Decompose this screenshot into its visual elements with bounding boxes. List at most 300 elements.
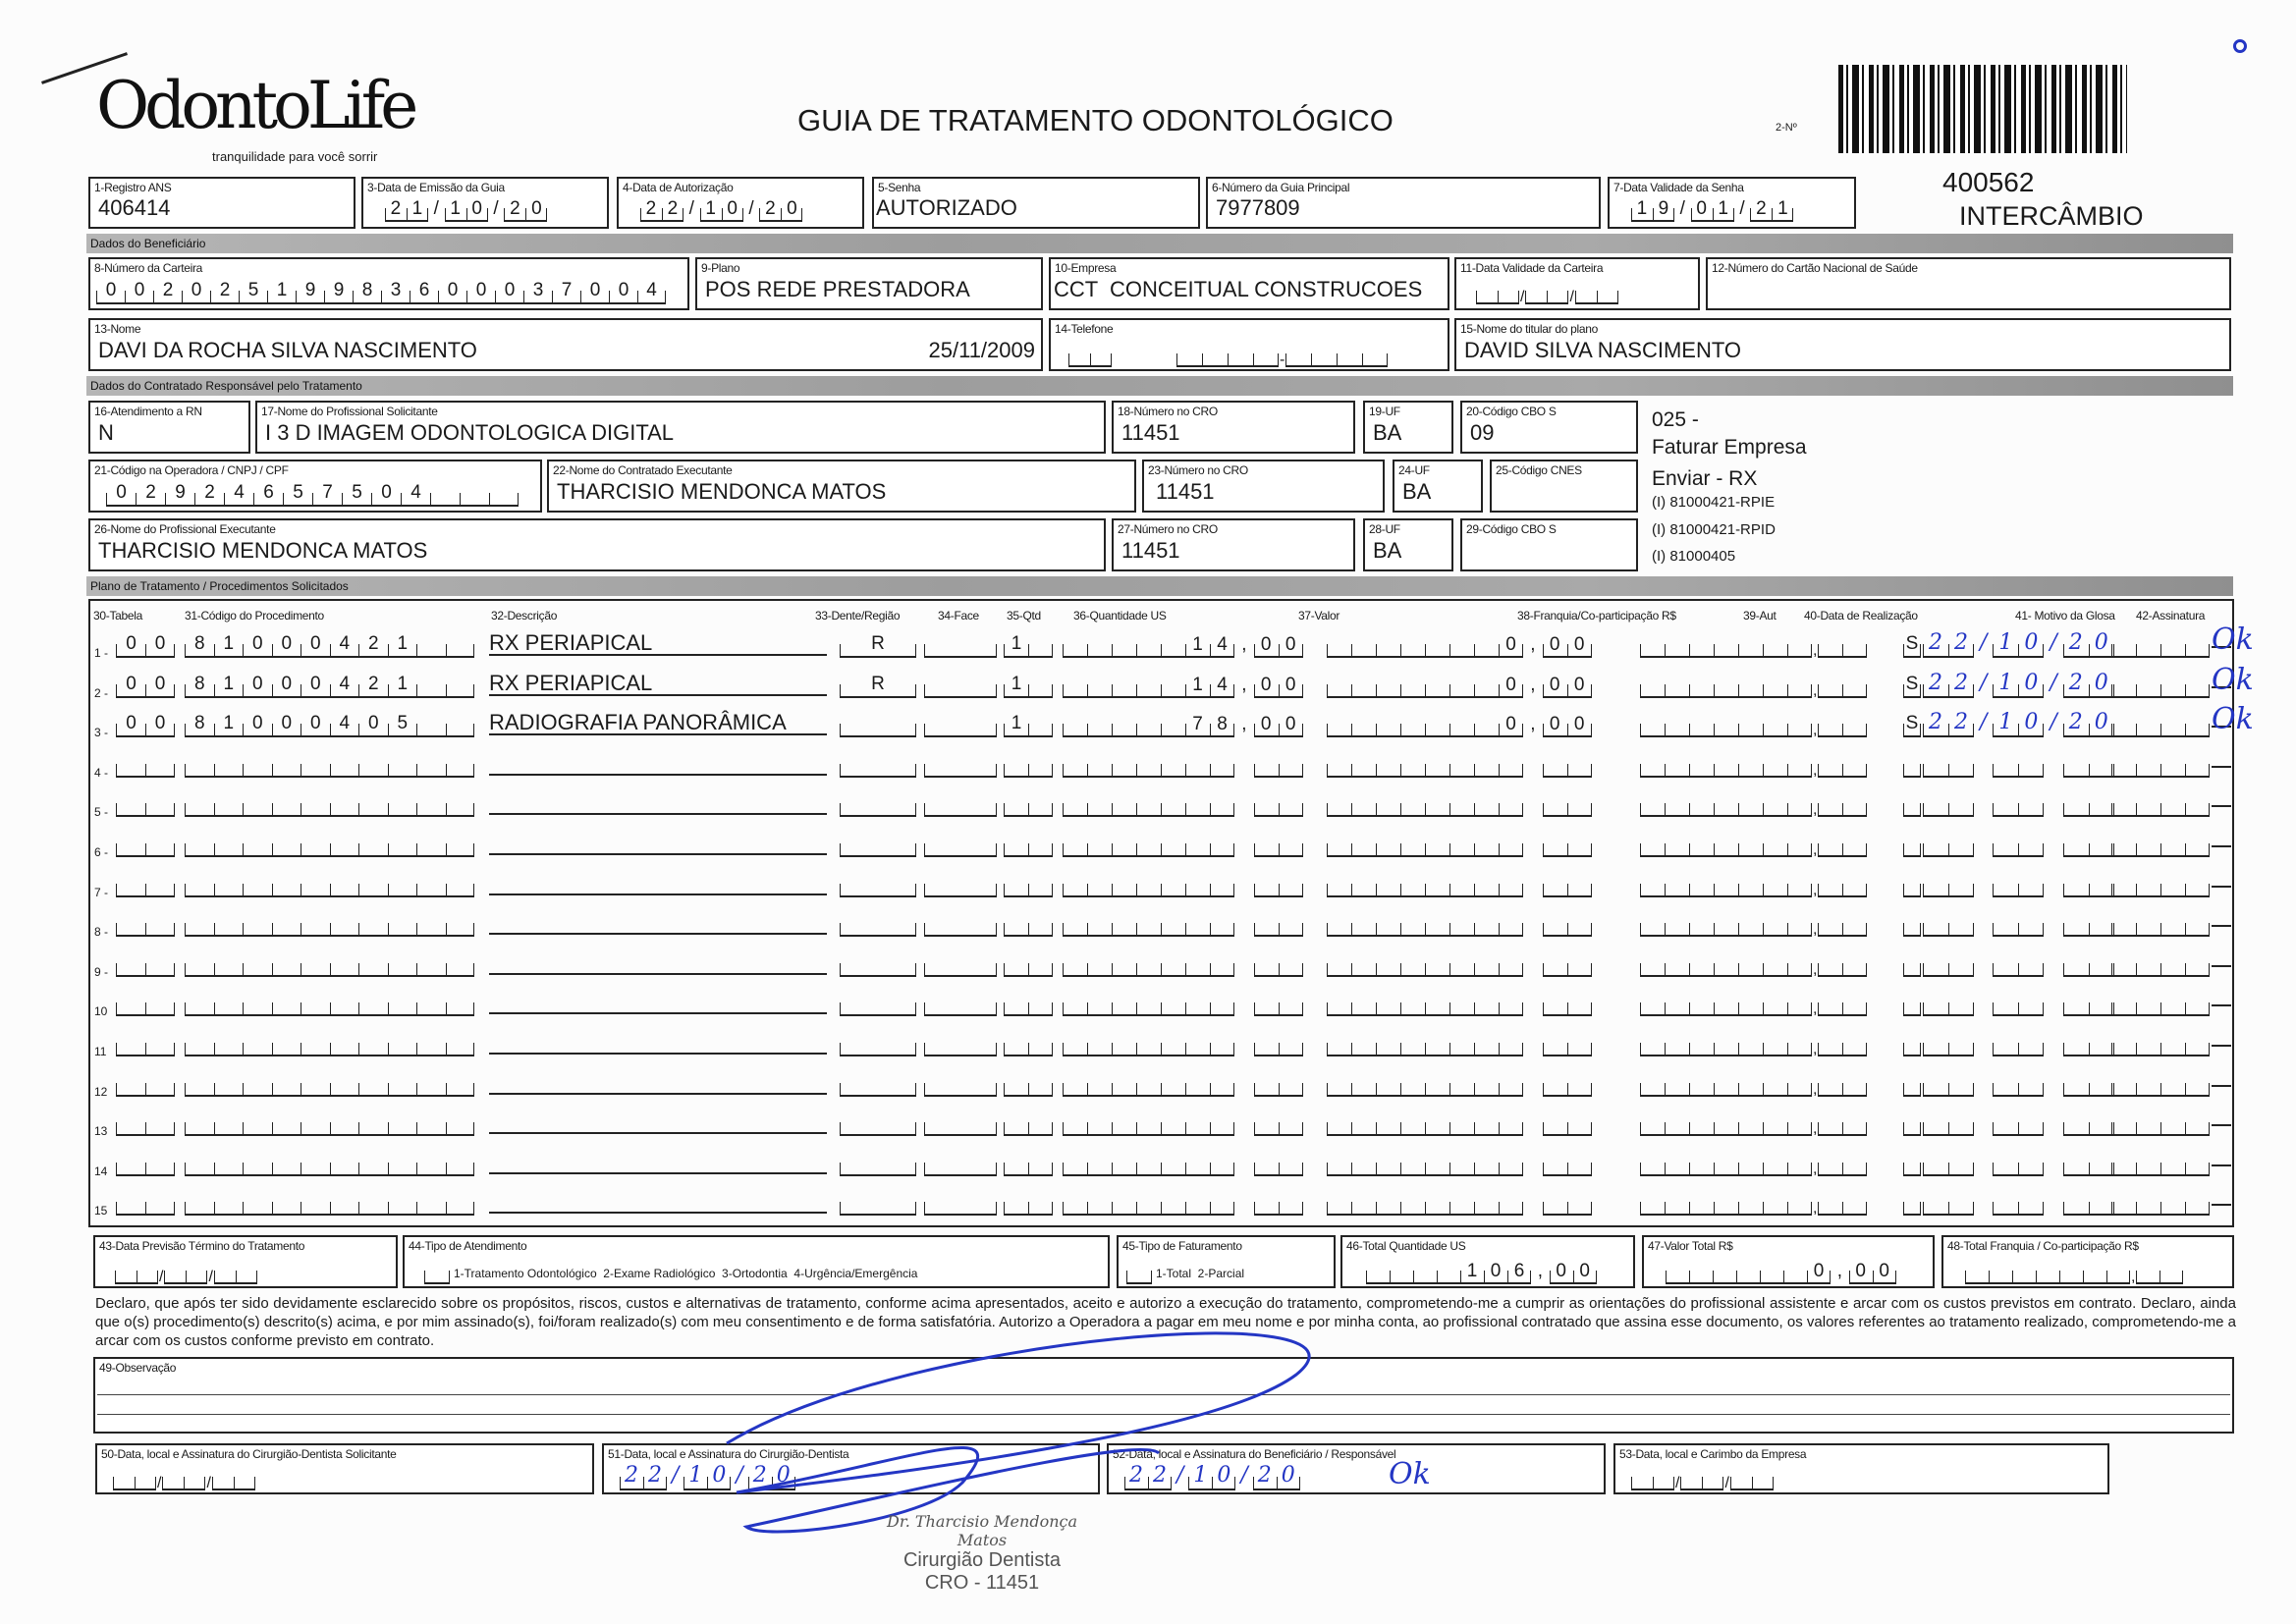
cell-group: [1666, 1271, 1831, 1284]
quantidade-us-cells[interactable]: [1063, 874, 1303, 897]
tabela-cells[interactable]: [116, 1153, 175, 1176]
plano-value: POS REDE PRESTADORA: [705, 277, 970, 301]
cell-group: [1543, 843, 1592, 857]
data-realizacao-cells[interactable]: [1923, 953, 2114, 977]
quantidade-us-cells[interactable]: [1063, 913, 1303, 937]
assinatura-field[interactable]: [2212, 981, 2231, 1006]
field-tipo-faturamento: [1117, 1235, 1336, 1288]
descricao-field[interactable]: RADIOGRAFIA PANORÂMICA: [489, 710, 827, 735]
aut-cell[interactable]: [1903, 1153, 1921, 1176]
cell-group: [1923, 764, 1974, 778]
assinatura-field[interactable]: [2212, 1101, 2231, 1126]
aut-cell[interactable]: [1903, 634, 1921, 658]
dente-cell[interactable]: [840, 953, 916, 977]
codigo-cells[interactable]: [185, 754, 474, 778]
aut-cell[interactable]: [1903, 913, 1921, 937]
tabela-cells[interactable]: [116, 1112, 175, 1136]
motivo-glosa-cells[interactable]: [2111, 634, 2210, 658]
face-cell[interactable]: [924, 1153, 997, 1176]
digit-cell: [2185, 1002, 2210, 1016]
face-cell[interactable]: [924, 1073, 997, 1097]
motivo-glosa-cells[interactable]: [2111, 714, 2210, 737]
digit-cell: [330, 1043, 359, 1056]
label: 19-UF: [1369, 405, 1400, 418]
aut-cell[interactable]: [1903, 1033, 1921, 1056]
digit-cell: [1087, 1122, 1112, 1136]
codigo-cells[interactable]: [185, 874, 474, 897]
dente-cell[interactable]: [840, 834, 916, 857]
digit-cell: [1474, 684, 1499, 698]
valor-cells[interactable]: [1327, 834, 1592, 857]
tabela-cells[interactable]: [116, 1033, 175, 1056]
franquia-cells[interactable]: [1640, 754, 1867, 778]
codigo-cells[interactable]: [185, 675, 474, 698]
digit-cell: [2185, 803, 2210, 817]
valor-cells[interactable]: [1327, 874, 1592, 897]
qtd-cells[interactable]: [1004, 634, 1053, 658]
data-realizacao-cells[interactable]: [1923, 993, 2114, 1016]
motivo-glosa-cells[interactable]: [2111, 1112, 2210, 1136]
data-realizacao-cells[interactable]: [1923, 1153, 2114, 1176]
face-cell[interactable]: [924, 1192, 997, 1216]
valor-cells[interactable]: [1327, 793, 1592, 817]
tabela-cells[interactable]: [116, 993, 175, 1016]
valor-cells[interactable]: [1327, 1033, 1592, 1056]
digit-cell: [272, 884, 301, 897]
dente-cell[interactable]: [840, 1192, 916, 1216]
label: 6-Número da Guia Principal: [1212, 181, 1350, 194]
tabela-cells[interactable]: [116, 754, 175, 778]
franquia-cells[interactable]: [1640, 675, 1867, 698]
descricao-field[interactable]: [489, 949, 827, 975]
qtd-cells[interactable]: [1004, 993, 1053, 1016]
digit-cell: [1087, 884, 1112, 897]
qtd-cells[interactable]: [1004, 953, 1053, 977]
dente-cell[interactable]: [840, 913, 916, 937]
franquia-cells[interactable]: [1640, 993, 1867, 1016]
digit-cell: [446, 1163, 475, 1176]
digit-cell: [2111, 963, 2136, 977]
digit-cell: [1210, 843, 1234, 857]
franquia-cells[interactable]: [1640, 913, 1867, 937]
cell-group: [924, 644, 997, 658]
qtd-cells[interactable]: [1004, 1073, 1053, 1097]
digit-cell: [1449, 1202, 1474, 1216]
digit-cell: [1689, 1043, 1714, 1056]
digit-cell: [1640, 1202, 1665, 1216]
motivo-glosa-cells[interactable]: [2111, 675, 2210, 698]
codigo-cells[interactable]: [185, 1112, 474, 1136]
codigo-cells[interactable]: [185, 953, 474, 977]
franquia-cells[interactable]: [1640, 1033, 1867, 1056]
valor-cells[interactable]: [1327, 634, 1599, 658]
cell-group: [1327, 764, 1523, 778]
digit-cell: [1254, 1122, 1279, 1136]
aut-cell[interactable]: [1903, 754, 1921, 778]
data-realizacao-cells[interactable]: [1923, 710, 2120, 737]
digit-cell: [1567, 923, 1592, 937]
quantidade-us-cells[interactable]: [1063, 674, 1310, 698]
franquia-cells[interactable]: [1640, 714, 1867, 737]
data-realizacao-cells[interactable]: [1923, 793, 2114, 817]
data-realizacao-cells[interactable]: [1923, 1192, 2114, 1216]
field-nome: [88, 318, 1043, 371]
motivo-glosa-cells[interactable]: [2111, 1033, 2210, 1056]
data-realizacao-cells[interactable]: [1923, 1033, 2114, 1056]
digit-cell: [1474, 963, 1499, 977]
franquia-cells[interactable]: [1640, 634, 1867, 658]
data-realizacao-cells[interactable]: [1923, 834, 2114, 857]
data-realizacao-cells[interactable]: [1923, 874, 2114, 897]
digit-cell: [1993, 1083, 2018, 1097]
franquia-cells[interactable]: [1640, 953, 1867, 977]
qtd-cells[interactable]: [1004, 874, 1053, 897]
digit-cell: [1112, 963, 1136, 977]
tabela-cells[interactable]: [116, 675, 175, 698]
face-cell[interactable]: [924, 1033, 997, 1056]
tabela-cells[interactable]: [116, 793, 175, 817]
assinatura-field[interactable]: [2212, 1061, 2231, 1087]
valor-cells[interactable]: [1327, 1192, 1592, 1216]
qtd-cells[interactable]: [1004, 793, 1053, 817]
aut-cell[interactable]: [1903, 1073, 1921, 1097]
franquia-cells[interactable]: [1640, 1153, 1867, 1176]
digit-cell: [1923, 1002, 1948, 1016]
assinatura-field[interactable]: [2212, 942, 2231, 967]
dente-cell[interactable]: [840, 1153, 916, 1176]
face-cell[interactable]: [924, 834, 997, 857]
quantidade-us-cells[interactable]: [1063, 953, 1303, 977]
codigo-cells[interactable]: [185, 1073, 474, 1097]
data-realizacao-cells[interactable]: [1923, 913, 2114, 937]
quantidade-us-cells[interactable]: [1063, 1033, 1303, 1056]
tabela-cells[interactable]: [116, 1073, 175, 1097]
face-cell[interactable]: [924, 953, 997, 977]
codigo-cells[interactable]: [185, 793, 474, 817]
assinatura-field[interactable]: Ok: [2212, 662, 2254, 697]
descricao-field[interactable]: [489, 789, 827, 815]
field-cbo-20: [1460, 401, 1638, 454]
quantidade-us-cells[interactable]: [1063, 1112, 1303, 1136]
field-value: 19/01/21: [1636, 198, 1800, 219]
qtd-cells[interactable]: [1004, 714, 1053, 737]
codigo-cells[interactable]: [185, 993, 474, 1016]
assinatura-field[interactable]: [2212, 901, 2231, 927]
digit-cell: [1738, 1083, 1763, 1097]
face-cell[interactable]: [924, 913, 997, 937]
motivo-glosa-cells[interactable]: [2111, 793, 2210, 817]
assinatura-field[interactable]: [2212, 1141, 2231, 1166]
digit-cell: [116, 1002, 145, 1016]
motivo-glosa-cells[interactable]: [2111, 1153, 2210, 1176]
cell-group: [1640, 724, 1812, 737]
digit-cell: [924, 843, 997, 857]
aut-cell[interactable]: [1903, 1192, 1921, 1216]
qtd-cells[interactable]: [1004, 913, 1053, 937]
motivo-glosa-cells[interactable]: [2111, 993, 2210, 1016]
aut-cell[interactable]: [1903, 675, 1921, 698]
digit-cell: [1279, 1202, 1303, 1216]
descricao-field[interactable]: [489, 830, 827, 855]
data-realizacao-cells[interactable]: [1923, 754, 2114, 778]
quantidade-us-cells[interactable]: [1063, 714, 1310, 737]
digit-cell: 0: [438, 291, 466, 304]
field-value: 0,00: [1505, 714, 1599, 735]
digit-cell: [2160, 803, 2185, 817]
digit-cell: [214, 764, 244, 778]
digit-cell: [1004, 1163, 1028, 1176]
descricao-field[interactable]: [489, 1188, 827, 1214]
digit-cell: [1948, 764, 1974, 778]
quantidade-us-cells[interactable]: [1063, 834, 1303, 857]
guide-code: 400562: [1942, 167, 2035, 197]
codigo-cells[interactable]: [185, 1192, 474, 1216]
digit-cell: [840, 1122, 916, 1136]
cell-group: [1543, 923, 1592, 937]
aut-cell[interactable]: [1903, 874, 1921, 897]
field-uf-28: [1363, 518, 1453, 571]
label: 16-Atendimento a RN: [94, 405, 202, 418]
dente-cell[interactable]: [840, 874, 916, 897]
telefone-ddd-cells: [1068, 344, 1112, 367]
field-telefone[interactable]: [1049, 318, 1449, 371]
data-realizacao-cells[interactable]: [1923, 1112, 2114, 1136]
face-cell[interactable]: [924, 993, 997, 1016]
tabela-cells[interactable]: [116, 913, 175, 937]
cell-group: [164, 1271, 207, 1284]
field-codigo-operadora: [88, 460, 542, 513]
cell-group: [1923, 1002, 1974, 1016]
face-cell[interactable]: [924, 793, 997, 817]
descricao-field[interactable]: [489, 909, 827, 935]
face-cell[interactable]: [924, 634, 997, 658]
qtd-cells[interactable]: [1004, 675, 1053, 698]
digit-cell: [2185, 1163, 2210, 1176]
quantidade-us-cells[interactable]: [1063, 634, 1310, 658]
digit-cell: [1063, 803, 1087, 817]
face-cell[interactable]: [924, 714, 997, 737]
data-realizacao-cells[interactable]: [1923, 670, 2120, 698]
digit-cell: [1004, 843, 1028, 857]
tabela-cells[interactable]: [116, 834, 175, 857]
motivo-glosa-cells[interactable]: [2111, 1073, 2210, 1097]
assinatura-field[interactable]: Ok: [2212, 702, 2254, 737]
data-realizacao-cells[interactable]: [1923, 630, 2120, 658]
codigo-cells[interactable]: [185, 834, 474, 857]
motivo-glosa-cells[interactable]: [2111, 1192, 2210, 1216]
franquia-cells[interactable]: [1640, 874, 1867, 897]
descricao-field[interactable]: [489, 1149, 827, 1174]
qtd-cells[interactable]: [1004, 1033, 1053, 1056]
dente-cell[interactable]: [840, 754, 916, 778]
aut-cell[interactable]: [1903, 714, 1921, 737]
codigo-cells[interactable]: [185, 714, 474, 737]
digit-cell: [2018, 843, 2044, 857]
digit-cell: [924, 963, 997, 977]
digit-cell: [1738, 843, 1763, 857]
valor-cells[interactable]: [1327, 1153, 1592, 1176]
digit-cell: [1161, 684, 1185, 698]
digit-cell: [1136, 1043, 1161, 1056]
dente-cell[interactable]: [840, 993, 916, 1016]
tabela-cells[interactable]: [116, 634, 175, 658]
descricao-field[interactable]: [489, 1109, 827, 1134]
descricao-field[interactable]: RX PERIAPICAL: [489, 671, 827, 696]
dente-cell[interactable]: [840, 1033, 916, 1056]
qtd-cells[interactable]: [1004, 1153, 1053, 1176]
quantidade-us-cells[interactable]: [1063, 1073, 1303, 1097]
descricao-field[interactable]: RX PERIAPICAL: [489, 630, 827, 656]
assinatura-field[interactable]: [2212, 822, 2231, 847]
valor-cells[interactable]: [1327, 674, 1599, 698]
tabela-cells[interactable]: [116, 953, 175, 977]
digit-cell: [1400, 963, 1425, 977]
tipo-atendimento-cell[interactable]: [424, 1261, 450, 1284]
digit-cell: [388, 1202, 417, 1216]
digit-cell: [1279, 843, 1303, 857]
digit-cell: [1400, 843, 1425, 857]
quantidade-us-cells[interactable]: [1063, 793, 1303, 817]
qtd-cells[interactable]: [1004, 1112, 1053, 1136]
franquia-cells[interactable]: [1640, 834, 1867, 857]
data-realizacao-cells[interactable]: [1923, 1073, 2114, 1097]
assinatura-field[interactable]: [2212, 782, 2231, 807]
motivo-glosa-cells[interactable]: [2111, 953, 2210, 977]
row-number: 10: [94, 1004, 108, 1019]
codigo-cells[interactable]: [185, 1153, 474, 1176]
face-cell[interactable]: [924, 1112, 997, 1136]
digit-cell: [1327, 644, 1351, 658]
face-cell[interactable]: [924, 874, 997, 897]
cell-group: [1903, 764, 1921, 778]
digit-cell: [2111, 684, 2136, 698]
descricao-field[interactable]: [489, 870, 827, 895]
digit-cell: [1818, 1083, 1842, 1097]
valor-cells[interactable]: [1327, 1112, 1592, 1136]
cell-group: [1818, 644, 1867, 658]
digit-cell: [1210, 1002, 1234, 1016]
cell-group: [2063, 1083, 2114, 1097]
valor-cells[interactable]: [1327, 993, 1592, 1016]
franquia-cells[interactable]: [1640, 1073, 1867, 1097]
digit-cell: [1842, 764, 1867, 778]
digit-cell: [1738, 1043, 1763, 1056]
tabela-cells[interactable]: [116, 1192, 175, 1216]
aut-cell[interactable]: [1903, 1112, 1921, 1136]
assinatura-field[interactable]: [2212, 742, 2231, 768]
valor-cells[interactable]: [1327, 913, 1592, 937]
quantidade-us-cells[interactable]: [1063, 993, 1303, 1016]
cell-group: [185, 673, 474, 698]
aut-cell[interactable]: [1903, 793, 1921, 817]
digit-cell: [1376, 884, 1400, 897]
cell-group: [106, 482, 519, 507]
quantidade-us-cells[interactable]: [1063, 754, 1303, 778]
assinatura-field[interactable]: [2212, 1180, 2231, 1206]
motivo-glosa-cells[interactable]: [2111, 874, 2210, 897]
cell-group: [1543, 1002, 1592, 1016]
qtd-cells[interactable]: [1004, 754, 1053, 778]
digit-cell: [214, 803, 244, 817]
field-cartao-nacional-saude[interactable]: [1706, 257, 2231, 310]
tabela-cells[interactable]: [116, 714, 175, 737]
digit-cell: [2089, 843, 2114, 857]
dente-cell[interactable]: [840, 714, 916, 737]
carimbo-empresa-date[interactable]: [1631, 1467, 1774, 1490]
digit-cell: [301, 1122, 330, 1136]
assinatura-field[interactable]: [2212, 1021, 2231, 1047]
dente-cell[interactable]: [840, 634, 916, 658]
codigo-cells[interactable]: [185, 913, 474, 937]
motivo-glosa-cells[interactable]: [2111, 913, 2210, 937]
digit-cell: [416, 764, 446, 778]
dente-cell[interactable]: [840, 1112, 916, 1136]
qtd-cells[interactable]: [1004, 834, 1053, 857]
field-titular-plano: [1454, 318, 2231, 371]
quantidade-us-cells[interactable]: [1063, 1192, 1303, 1216]
cell-group: [1923, 1202, 1974, 1216]
digit-cell: [1400, 1083, 1425, 1097]
motivo-glosa-cells[interactable]: [2111, 754, 2210, 778]
valor-cells[interactable]: [1327, 714, 1599, 737]
aut-cell[interactable]: [1903, 834, 1921, 857]
assinatura-field[interactable]: Ok: [2212, 623, 2254, 657]
tabela-cells[interactable]: [116, 874, 175, 897]
face-cell[interactable]: [924, 675, 997, 698]
digit-cell: [2136, 1002, 2160, 1016]
cell-group: [1965, 1271, 2130, 1284]
digit-cell: [214, 963, 244, 977]
digit-cell: [214, 1202, 244, 1216]
dente-cell[interactable]: [840, 793, 916, 817]
assinatura-field[interactable]: [2212, 862, 2231, 888]
dente-cell[interactable]: [840, 1073, 916, 1097]
previsao-termino-cells[interactable]: [115, 1261, 257, 1284]
quantidade-us-cells[interactable]: [1063, 1153, 1303, 1176]
cell-group: [924, 1002, 997, 1016]
digit-cell: 2: [194, 493, 224, 507]
valor-cells[interactable]: [1327, 754, 1592, 778]
assinatura-solicitante-date[interactable]: [113, 1467, 255, 1490]
validade-carteira-cells[interactable]: [1476, 281, 1618, 304]
franquia-cells[interactable]: [1640, 1192, 1867, 1216]
valor-cells[interactable]: [1327, 953, 1592, 977]
digit-cell: [924, 884, 997, 897]
tipo-faturamento-cell[interactable]: [1126, 1261, 1152, 1284]
digit-cell: [301, 963, 330, 977]
digit-cell: [1351, 1163, 1376, 1176]
face-cell[interactable]: [924, 754, 997, 778]
aut-cell[interactable]: [1903, 953, 1921, 977]
separator-slot: [2044, 764, 2062, 778]
dente-cell[interactable]: [840, 675, 916, 698]
qtd-cells[interactable]: [1004, 1192, 1053, 1216]
descricao-field[interactable]: [489, 750, 827, 776]
franquia-cells[interactable]: [1640, 1112, 1867, 1136]
row-number: 14: [94, 1164, 108, 1178]
descricao-field[interactable]: [489, 1069, 827, 1095]
aut-cell[interactable]: [1903, 993, 1921, 1016]
codigo-cells[interactable]: [185, 634, 474, 658]
cell-group: [1818, 1122, 1867, 1136]
motivo-glosa-cells[interactable]: [2111, 834, 2210, 857]
valor-cells[interactable]: [1327, 1073, 1592, 1097]
cell-group: [1993, 843, 2044, 857]
descricao-field[interactable]: [489, 1029, 827, 1055]
codigo-cells[interactable]: [185, 1033, 474, 1056]
franquia-cells[interactable]: [1640, 793, 1867, 817]
descricao-field[interactable]: [489, 989, 827, 1014]
